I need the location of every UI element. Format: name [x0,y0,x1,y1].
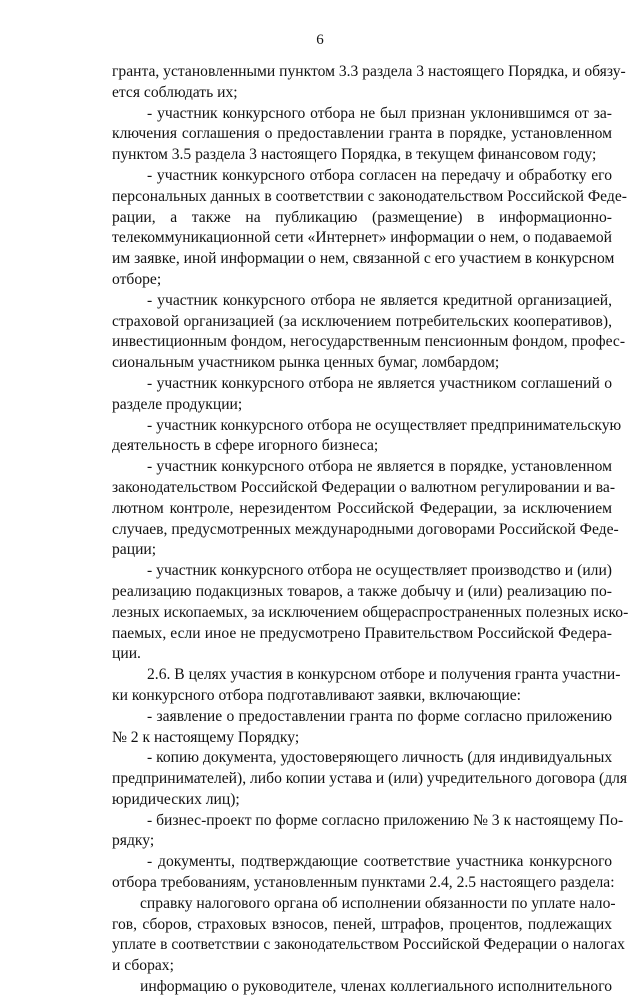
text-line: рации; [112,541,157,559]
text-line: персональных данных в соответствии с законодательством Российской Феде- [112,187,627,205]
text-line: пунктом 3.5 раздела 3 настоящего Порядка, в текущем финансовом году; [112,146,597,164]
text-line: 2.6. В целях участия в конкурсном отборе и получения гранта участни- [147,666,621,684]
text-line: лезных ископаемых, за исключением общераспространенных полезных иско- [112,603,629,621]
text-line: ключения соглашения о предоставлении гранта в порядке, установленном [112,125,612,143]
text-line: - участник конкурсного отбора согласен на передачу и обработку его [147,166,612,184]
text-line: информацию о руководителе, членах коллегиального исполнительного [140,978,612,996]
text-line: - копию документа, удостоверяющего личность (для индивидуальных [147,749,613,767]
text-line: ется соблюдать их; [112,83,238,101]
text-line: - участник конкурсного отбора не является участником соглашений о [147,374,612,392]
text-line: телекоммуникационной сети «Интернет» информации о нем, о подаваемой [112,229,612,247]
text-line: справку налогового органа об исполнении обязанности по уплате нало- [140,894,616,912]
text-line: - документы, подтверждающие соответствие участника конкурсного [147,853,612,871]
page-number: 6 [316,32,324,48]
text-line: - участник конкурсного отбора не осуществляет предпринимательскую [147,416,622,434]
text-line: им заявке, иной информации о нем, связанной с его участием в конкурсном [112,250,615,268]
text-line: - участник конкурсного отбора не осуществляет производство и (или) [147,562,612,580]
text-line: отборе; [112,270,162,288]
text-line: страховой организацией (за исключением потребительских кооперативов), [112,312,612,330]
text-line: - бизнес-проект по форме согласно приложению № 3 к настоящему По- [147,811,624,829]
text-line: инвестиционным фондом, негосударственным пенсионным фондом, профес- [112,333,626,351]
text-line: уплате в соответствии с законодательством Российской Федерации о налогах [112,936,625,954]
text-line: законодательством Российской Федерации о валютном регулировании и ва- [112,478,616,496]
text-line: реализацию подакцизных товаров, а также добычу и (или) реализацию по- [112,582,612,600]
document-body [112,62,629,998]
text-line: лютном контроле, нерезидентом Российской Федерации, за исключением [112,499,612,517]
text-line: № 2 к настоящему Порядку; [112,728,300,746]
text-line: сиональным участником рынка ценных бумаг, ломбардом; [112,354,500,372]
text-line: - участник конкурсного отбора не является кредитной организацией, [147,291,612,309]
text-line: отбора требованиям, установленным пунктами 2.4, 2.5 настоящего раздела: [112,874,615,892]
text-line: разделе продукции; [112,395,243,413]
text-line: гов, сборов, страховых взносов, пеней, штрафов, процентов, подлежащих [112,915,612,933]
text-line: - заявление о предоставлении гранта по форме согласно приложению [147,707,612,725]
text-line: деятельность в сфере игорного бизнеса; [112,437,379,455]
text-line: ки конкурсного отбора подготавливают заявки, включающие: [112,686,522,704]
text-line: случаев, предусмотренных международными договорами Российской Феде- [112,520,619,538]
text-line: гранта, установленными пунктом 3.3 раздела 3 настоящего Порядка, и обязу- [112,63,626,80]
text-line: и сборах; [112,957,174,975]
text-line: рядку; [112,832,155,850]
text-line: предпринимателей), либо копии устава и (или) учредительного договора (для [112,770,628,788]
text-line: рации, а также на публикацию (размещение) в информационно- [112,208,612,226]
text-line: паемых, если иное не предусмотрено Правительством Российской Федера- [112,624,612,642]
text-line: юридических лиц); [112,790,240,808]
text-line: ции. [112,645,141,663]
text-line: - участник конкурсного отбора не был признан уклонившимся от за- [147,104,612,122]
text-line: - участник конкурсного отбора не является в порядке, установленном [147,458,612,476]
